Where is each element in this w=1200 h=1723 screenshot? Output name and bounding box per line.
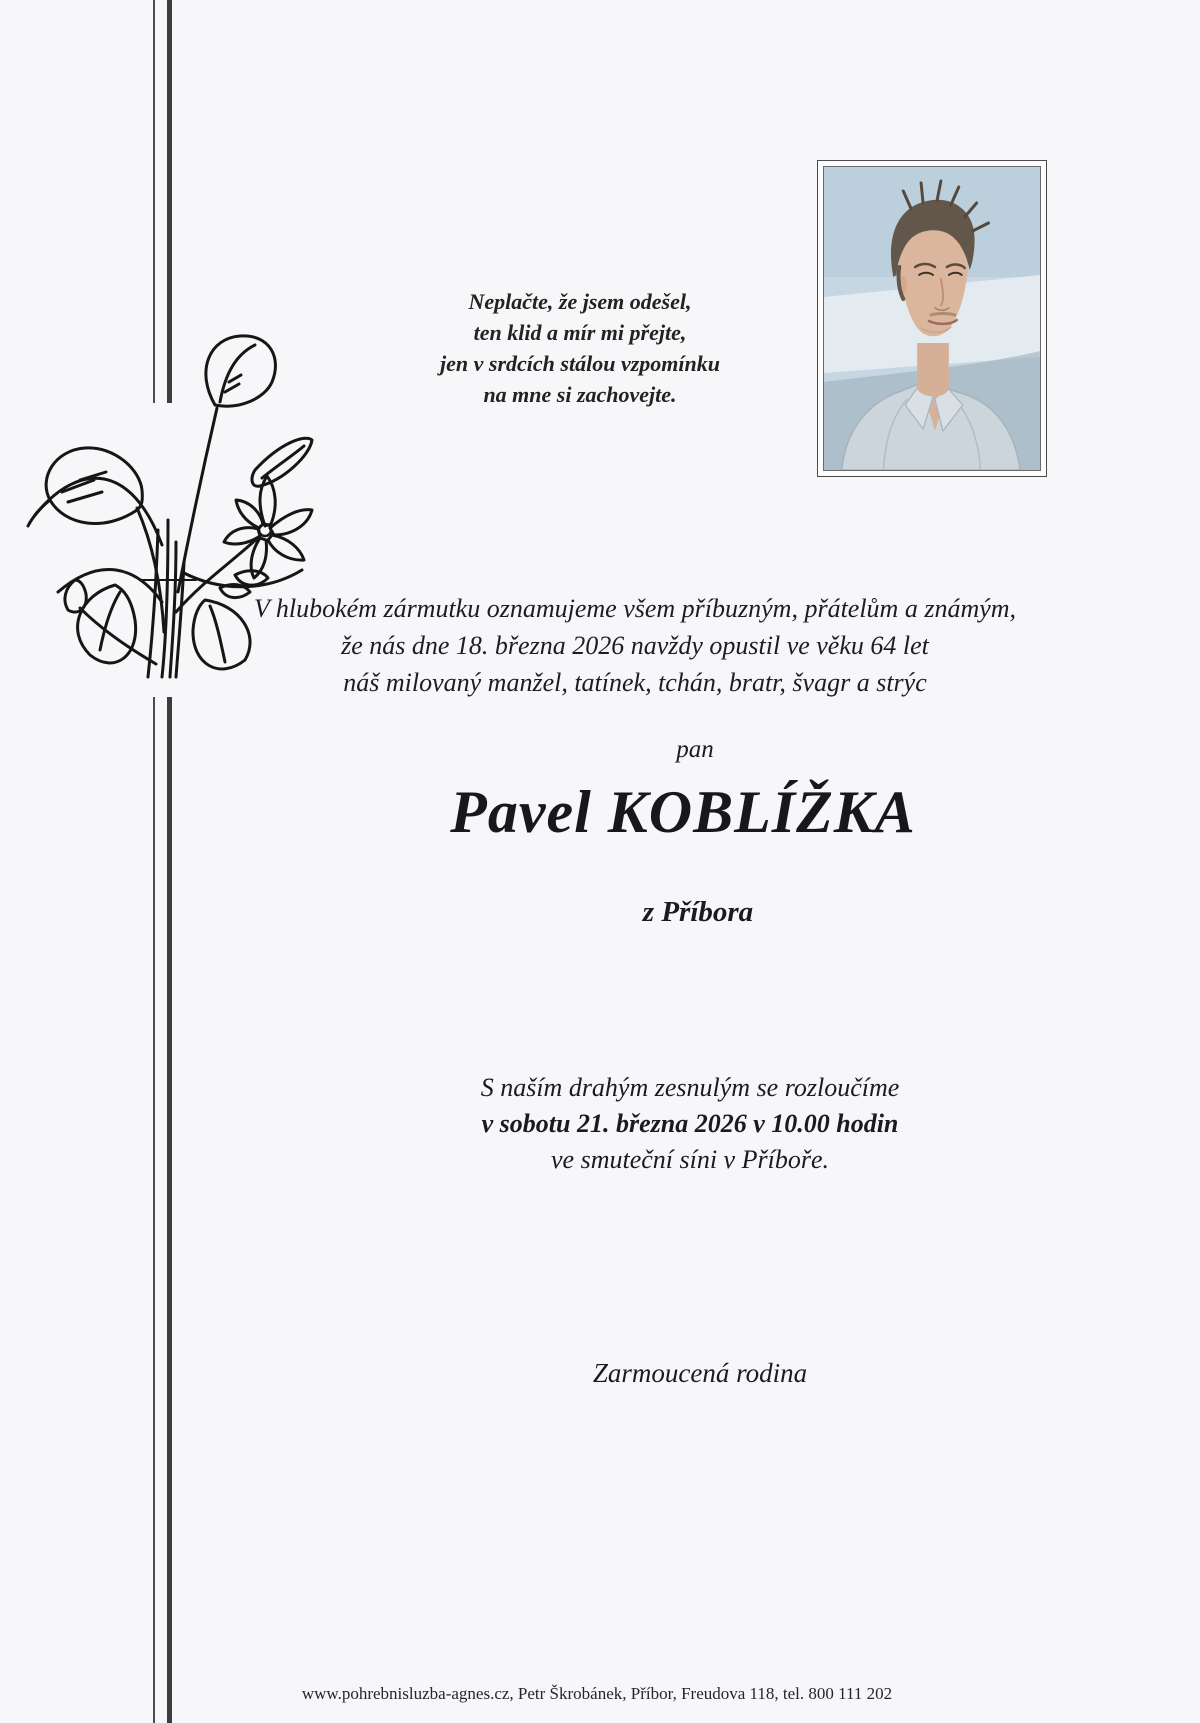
announcement-text [254, 590, 1016, 701]
poem-line: Neplačte, že jsem odešel, [468, 289, 692, 314]
farewell-place: ve smuteční síni v Příboře. [550, 1145, 829, 1174]
portrait-photo-frame [817, 160, 1047, 477]
poem-line: ten klid a mír mi přejte, [473, 320, 687, 345]
deceased-origin: z Příbora [642, 896, 754, 928]
funeral-service-footer: www.pohrebnisluzba-agnes.cz, Petr Škrobánek, Příbor, Freudova 118, tel. 800 111 202 [301, 1684, 893, 1703]
farewell-line: S naším drahým zesnulým se rozloučíme [480, 1073, 900, 1102]
memorial-poem [440, 286, 720, 410]
vertical-rule-thick-bottom [167, 697, 172, 1723]
announcement-line: náš milovaný manžel, tatínek, tchán, bratr, švagr a strýc [343, 668, 927, 697]
honorific: pan [676, 736, 714, 763]
deceased-name: Pavel KOBLÍŽKA [450, 779, 916, 845]
portrait-photo [823, 166, 1041, 471]
announcement-line: V hlubokém zármutku oznamujeme všem příbuzným, přátelům a známým, [253, 594, 1017, 623]
farewell-details [481, 1070, 900, 1178]
poem-line: jen v srdcích stálou vzpomínku [440, 351, 720, 376]
poem-line: na mne si zachovejte. [483, 382, 677, 407]
family-signature: Zarmoucená rodina [592, 1358, 808, 1388]
vertical-rule-thin-bottom [153, 697, 155, 1723]
announcement-line: že nás dne 18. března 2026 navždy opustil ve věku 64 let [341, 631, 929, 660]
farewell-date-time: v sobotu 21. března 2026 v 10.00 hodin [481, 1109, 899, 1138]
